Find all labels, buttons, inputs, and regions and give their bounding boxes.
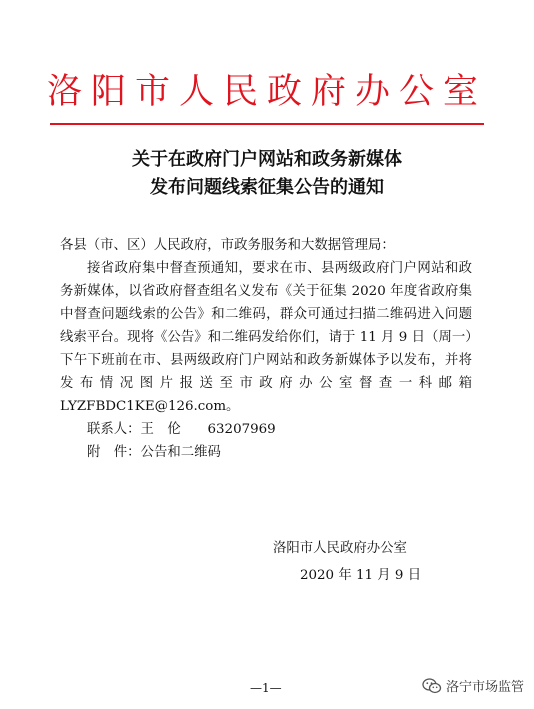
watermark — [422, 676, 524, 695]
attachment-line: 附 件：公告和二维码 — [87, 445, 221, 460]
body-paragraph: 接省政府集中督查预通知，要求在市、县两级政府门户网站和政务新媒体，以省政府督查组名义发布《关于征集 2020 年度省政府集中督查问题线索的公告》和二维码，群众可通过扫描二维码进入问题线索平台。现将《公告》和二维码发给你们，请于 11 月 9 日（周一）下午下班前在市、县两级政府门户网站和政务新媒体予以发布，并将发布情况图片报送至市政府办公室督查一科邮箱 LYZFBDC1KE@126.com。 — [60, 261, 472, 414]
document-title-line1: 关于在政府门户网站和政务新媒体 — [132, 149, 402, 170]
contact-line: 联系人：王 伦 63207969 — [87, 422, 276, 437]
page-number: —1— — [250, 681, 282, 695]
document-body — [60, 234, 472, 464]
watermark-text: 洛宁市场监管 — [445, 680, 524, 695]
red-divider — [50, 123, 484, 125]
wechat-icon — [422, 678, 442, 694]
signature-date: 2020 年 11 月 9 日 — [300, 568, 422, 583]
issuer-header: 洛阳市人民政府办公室 — [46, 72, 487, 112]
salutation: 各县（市、区）人民政府，市政务服务和大数据管理局： — [60, 238, 395, 253]
document-title-line2: 发布问题线索征集公告的通知 — [150, 177, 384, 198]
signature-org: 洛阳市人民政府办公室 — [273, 541, 407, 556]
